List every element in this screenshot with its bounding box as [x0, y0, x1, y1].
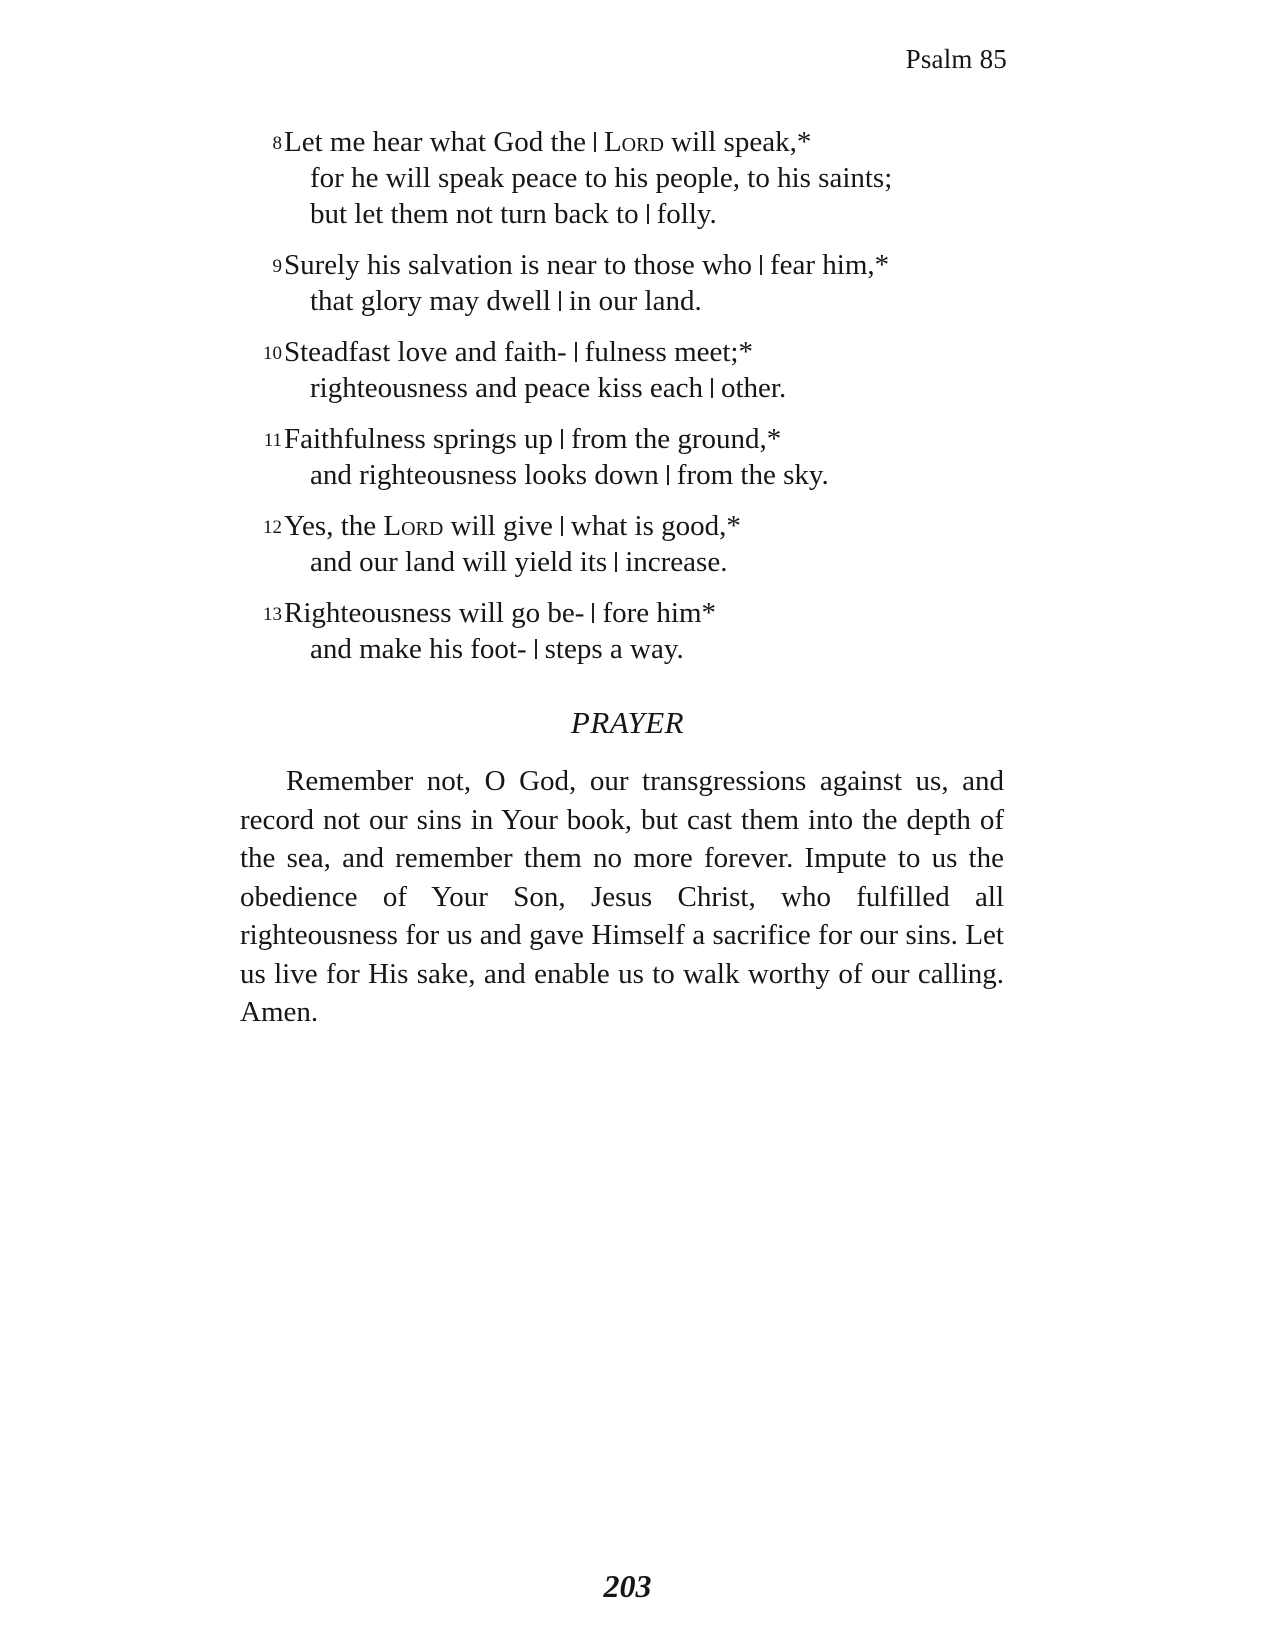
verse-line: [254, 631, 1014, 667]
verse-text: Let me hear what God the: [284, 126, 586, 158]
verse-13: [254, 595, 1014, 667]
verse-line: [254, 196, 1014, 232]
verse-text: Faithfulness springs up: [284, 423, 554, 455]
verse-line: [254, 544, 1014, 580]
pointing-bar: [711, 378, 713, 398]
verse-text: Yes, the: [284, 510, 384, 542]
pointing-bar: [647, 204, 649, 224]
pointing-bar: [559, 291, 561, 311]
running-head: Psalm 85: [905, 44, 1007, 74]
verse-text: from the sky.: [676, 459, 829, 491]
verse-number: 11: [263, 430, 282, 451]
pointing-bar: [561, 516, 563, 536]
verse-line: [254, 370, 1014, 406]
verse-line: [254, 421, 1014, 457]
verse-11: [254, 421, 1014, 493]
verse-text: will speak,*: [663, 126, 812, 158]
psalm-text: [254, 124, 1014, 682]
verse-text: from the ground,*: [571, 423, 782, 455]
verse-text: and our land will yield its: [310, 546, 608, 578]
verse-text: and make his foot-: [310, 633, 527, 665]
verse-line: [254, 595, 1014, 631]
pointing-bar: [535, 639, 537, 659]
verse-text: other.: [720, 372, 787, 404]
verse-12: [254, 508, 1014, 580]
verse-text: Steadfast love and faith-: [284, 336, 567, 368]
verse-number: 12: [263, 517, 282, 538]
verse-text: but let them not turn back to: [310, 198, 639, 230]
verse-text: Surely his salvation is near to those who: [284, 249, 752, 281]
verse-10: [254, 334, 1014, 406]
small-caps-lord: Lord: [603, 126, 664, 158]
verse-line: [254, 247, 1014, 283]
small-caps-lord: Lord: [383, 510, 444, 542]
verse-line: [254, 283, 1014, 319]
verse-text: steps a way.: [544, 633, 684, 665]
pointing-bar: [561, 429, 563, 449]
verse-text: that glory may dwell: [310, 285, 551, 317]
verse-line: [254, 457, 1014, 493]
verse-text: in our land.: [568, 285, 702, 317]
verse-line: for he will speak peace to his people, to his saints;: [310, 162, 893, 194]
verse-number: 9: [272, 256, 282, 277]
verse-number: 13: [263, 604, 282, 625]
verse-9: [254, 247, 1014, 319]
pointing-bar: [575, 342, 577, 362]
pointing-bar: [592, 603, 594, 623]
verse-text: fulness meet;*: [584, 336, 753, 368]
pointing-bar: [615, 552, 617, 572]
verse-line: [254, 334, 1014, 370]
pointing-bar: [667, 465, 669, 485]
verse-text: and righteousness looks down: [310, 459, 659, 491]
verse-number: 10: [263, 343, 282, 364]
pointing-bar: [594, 132, 596, 152]
prayer-heading: PRAYER: [570, 705, 685, 740]
verse-text: Righteousness will go be-: [284, 597, 585, 629]
verse-text: will give: [443, 510, 553, 542]
verse-text: increase.: [625, 546, 728, 578]
verse-line: [254, 508, 1014, 544]
verse-text: fear him,*: [769, 249, 890, 281]
verse-number: 8: [272, 133, 282, 154]
verse-text: righteousness and peace kiss each: [310, 372, 703, 404]
verse-8: [254, 124, 1014, 232]
pointing-bar: [760, 255, 762, 275]
verse-text: what is good,*: [570, 510, 741, 542]
verse-line: [254, 124, 1014, 160]
verse-text: folly.: [656, 198, 717, 230]
verse-text: fore him*: [602, 597, 717, 629]
prayer-paragraph: Remember not, O God, our transgressions against us, and record not our sins in Your book, but cast them into the depth of the sea, and remember them no more forever. Impute to us the obedience of Your Son, Jesus Christ, who fulfilled all righteousness for us and gave Himself a sacrifice for our sins. Let us live for His sake, and enable us to walk worthy of our calling. Amen.: [240, 765, 1004, 1028]
page-number: 203: [603, 1568, 652, 1604]
